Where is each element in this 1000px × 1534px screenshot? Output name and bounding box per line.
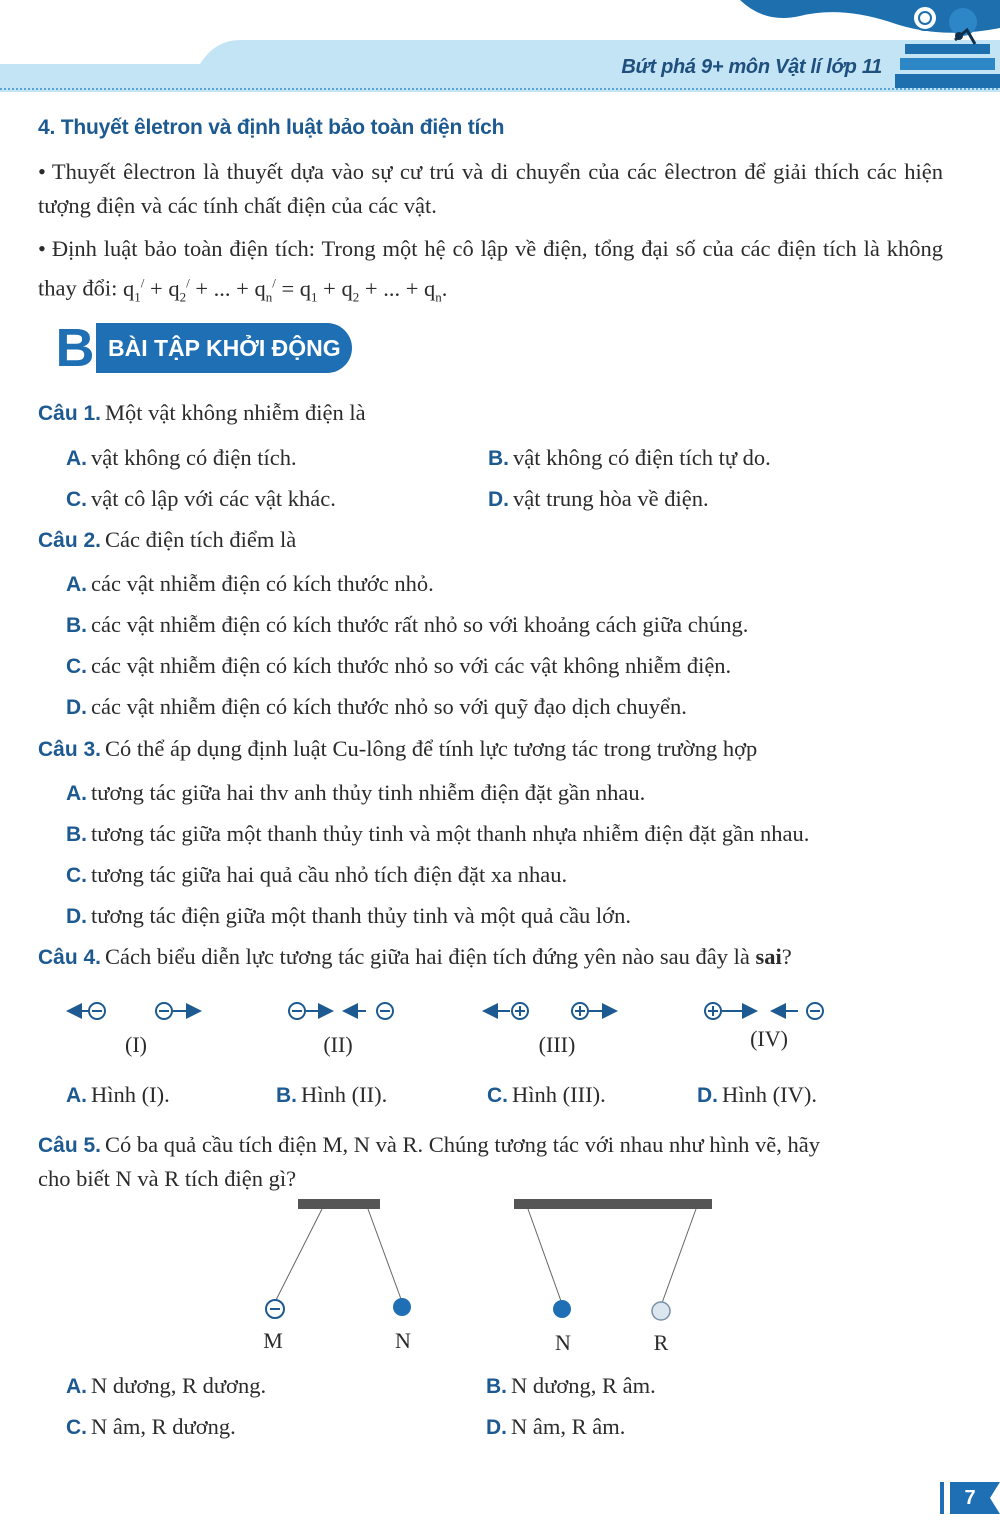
q4-option-a xyxy=(66,1080,170,1111)
question-5-line-2: cho biết N và R tích điện gì? xyxy=(38,1166,297,1191)
q5-option-b xyxy=(486,1371,656,1402)
section-b-title: BÀI TẬP KHỞI ĐỘNG xyxy=(108,335,341,361)
q2-option-c xyxy=(66,651,731,682)
option-text: tương tác giữa một thanh thủy tinh và một thanh nhựa nhiễm điện đặt gần nhau. xyxy=(91,821,810,846)
question-text: Các điện tích điểm là xyxy=(105,527,297,552)
option-text: N âm, R âm. xyxy=(511,1414,626,1439)
option-label: D. xyxy=(488,488,509,511)
question-label: Câu 2. xyxy=(38,529,102,552)
option-text: các vật nhiễm điện có kích thước nhỏ so với quỹ đạo dịch chuyển. xyxy=(91,694,687,719)
option-text: các vật nhiễm điện có kích thước rất nhỏ so với khoảng cách giữa chúng. xyxy=(91,612,749,637)
option-label: D. xyxy=(697,1084,718,1107)
option-label: A. xyxy=(66,447,87,470)
figure-i-diagram xyxy=(68,1003,200,1019)
q5-option-a xyxy=(66,1371,266,1402)
option-label: C. xyxy=(66,488,87,511)
q1-option-a xyxy=(66,443,297,474)
book-title: Bứt phá 9+ môn Vật lí lớp 11 xyxy=(621,56,882,78)
question-text: Cách biểu diễn lực tương tác giữa hai điện tích đứng yên nào sau đây là xyxy=(105,944,750,969)
paragraph-conservation-law xyxy=(38,232,943,314)
q2-option-a xyxy=(66,569,434,600)
option-text: N âm, R dương. xyxy=(91,1414,236,1439)
question-4 xyxy=(38,942,792,973)
option-text: vật không có điện tích. xyxy=(91,445,297,470)
paragraph-electron-theory xyxy=(38,155,943,223)
question-label: Câu 3. xyxy=(38,738,102,761)
option-text: vật không có điện tích tự do. xyxy=(513,445,771,470)
ball-label-r: R xyxy=(653,1330,669,1355)
figure-label-i: (I) xyxy=(125,1032,147,1057)
q5-option-d xyxy=(486,1412,625,1443)
option-text: N dương, R âm. xyxy=(511,1373,656,1398)
ball-label-m: M xyxy=(263,1328,283,1353)
bullet-icon: • xyxy=(38,236,46,261)
ball-m-negative xyxy=(266,1300,284,1318)
q3-option-a xyxy=(66,778,645,809)
q3-option-c xyxy=(66,860,567,891)
conservation-formula: $q_1^/ + q_2^/$ + ... + $q_n^/ = q_1 + q_2$ + ... + $q_n$. xyxy=(123,275,448,304)
figure-label-iii: (III) xyxy=(538,1032,576,1057)
option-label: B. xyxy=(486,1375,507,1398)
option-text: tương tác giữa hai thv anh thủy tinh nhiễm điện đặt gần nhau. xyxy=(91,780,646,805)
q3-option-b xyxy=(66,819,809,850)
option-label: C. xyxy=(66,864,87,887)
section-title: 4. Thuyết êletron và định luật bảo toàn điện tích xyxy=(38,116,505,139)
q4-option-b xyxy=(276,1080,387,1111)
q2-option-d xyxy=(66,692,687,723)
q4-option-c xyxy=(487,1080,606,1111)
q2-option-b xyxy=(66,610,748,641)
option-text: các vật nhiễm điện có kích thước nhỏ so với các vật không nhiễm điện. xyxy=(91,653,732,678)
question-text: Một vật không nhiễm điện là xyxy=(105,400,366,425)
question-label: Câu 5. xyxy=(38,1134,102,1157)
q1-option-d xyxy=(488,484,709,515)
option-label: D. xyxy=(66,905,87,928)
option-label: B. xyxy=(66,614,87,637)
page-number-tab xyxy=(940,1482,1000,1514)
support-bar-left xyxy=(298,1199,380,1209)
option-label: A. xyxy=(66,573,87,596)
question-5 xyxy=(38,1130,820,1161)
ball-label-n-right: N xyxy=(555,1330,571,1355)
option-text: Hình (IV). xyxy=(722,1082,817,1107)
figure-iii-diagram xyxy=(484,1003,616,1019)
section-b-letter: B xyxy=(55,318,95,378)
question-emphasis: sai xyxy=(755,944,782,969)
question-label: Câu 4. xyxy=(38,946,102,969)
bullet-icon: • xyxy=(38,159,46,184)
header-illustration-icon xyxy=(895,0,1000,100)
option-text: tương tác giữa hai quả cầu nhỏ tích điện đặt xa nhau. xyxy=(91,862,568,887)
option-label: B. xyxy=(66,823,87,846)
option-label: C. xyxy=(487,1084,508,1107)
option-label: B. xyxy=(276,1084,297,1107)
option-text: vật cô lập với các vật khác. xyxy=(91,486,336,511)
question-1 xyxy=(38,398,366,429)
option-text: Hình (III). xyxy=(512,1082,606,1107)
ball-r xyxy=(652,1302,670,1320)
q4-option-d xyxy=(697,1080,817,1111)
question-2 xyxy=(38,525,296,556)
option-label: A. xyxy=(66,1375,87,1398)
option-text: tương tác điện giữa một thanh thủy tinh và một quả cầu lớn. xyxy=(91,903,631,928)
option-label: A. xyxy=(66,782,87,805)
option-label: D. xyxy=(486,1416,507,1439)
page-number: 7 xyxy=(964,1487,976,1509)
option-label: D. xyxy=(66,696,87,719)
option-text: vật trung hòa về điện. xyxy=(513,486,709,511)
ball-n-left xyxy=(393,1298,411,1316)
ball-label-n-left: N xyxy=(395,1328,411,1353)
option-label: C. xyxy=(66,655,87,678)
option-label: B. xyxy=(488,447,509,470)
option-text: N dương, R dương. xyxy=(91,1373,267,1398)
option-text: Hình (I). xyxy=(91,1082,170,1107)
q5-option-c xyxy=(66,1412,236,1443)
section-b-header xyxy=(44,318,354,378)
pendulum-diagram xyxy=(250,1196,730,1326)
question-3 xyxy=(38,734,757,765)
support-bar-right xyxy=(514,1199,712,1209)
figure-iv-diagram xyxy=(705,1003,823,1019)
q1-option-c xyxy=(66,484,336,515)
paragraph-text: Thuyết êlectron là thuyết dựa vào sự cư trú và di chuyển của các êlectron để giải thích các hiện tượng điện và các tính chất điện của các vật. xyxy=(38,159,943,218)
figure-label-iv: (IV) xyxy=(750,1026,788,1051)
paragraph-text: Định luật bảo toàn điện tích: Trong một hệ cô lập về điện, tổng đại số của các điện tích là không thay đổi: xyxy=(38,236,943,301)
option-label: A. xyxy=(66,1084,87,1107)
q3-option-d xyxy=(66,901,631,932)
option-label: C. xyxy=(66,1416,87,1439)
question-label: Câu 1. xyxy=(38,402,102,425)
question-end: ? xyxy=(781,944,792,969)
question-text: Có ba quả cầu tích điện M, N và R. Chúng tương tác với nhau như hình vẽ, hãy xyxy=(105,1132,820,1157)
q1-option-b xyxy=(488,443,771,474)
ball-n-right xyxy=(553,1300,571,1318)
figure-label-ii: (II) xyxy=(323,1032,353,1057)
question-text: Có thể áp dụng định luật Cu-lông để tính lực tương tác trong trường hợp xyxy=(105,736,758,761)
option-text: Hình (II). xyxy=(301,1082,388,1107)
force-diagram-figures xyxy=(60,996,840,1026)
figure-ii-diagram xyxy=(289,1003,393,1019)
option-text: các vật nhiễm điện có kích thước nhỏ. xyxy=(91,571,434,596)
